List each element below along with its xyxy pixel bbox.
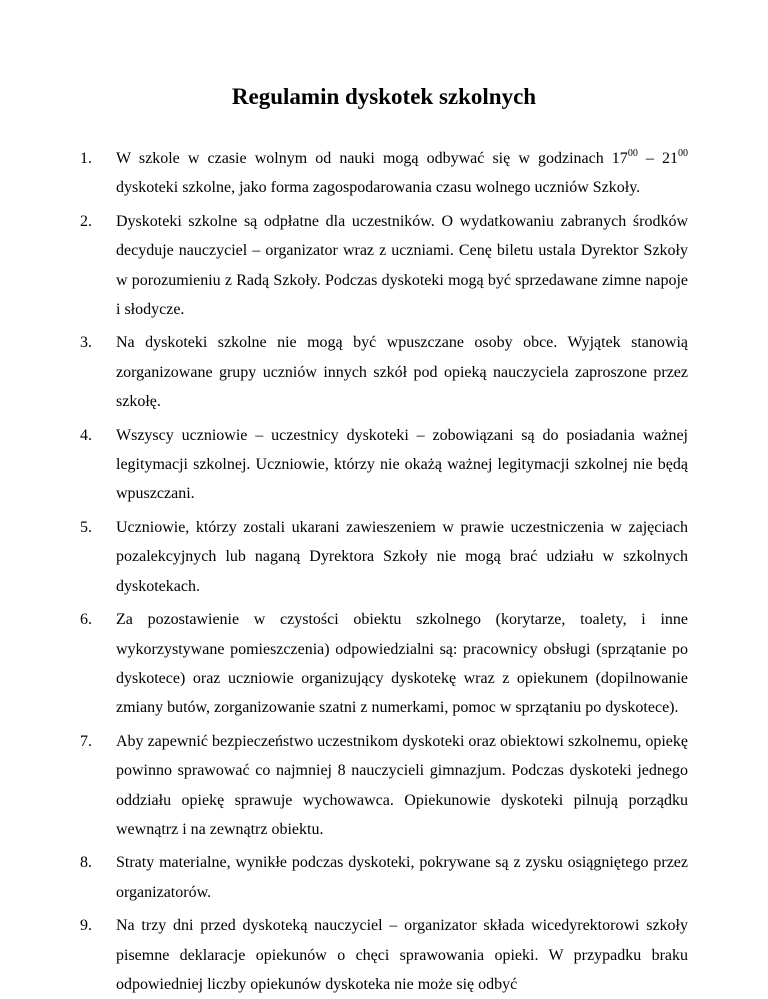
rule-number: 5. [80, 518, 92, 536]
rule-text: Na trzy dni przed dyskoteką nauczyciel – organizator składa wicedyrektorowi szkoły pisemne deklaracje opiekunów o chęci sprawowania opieki. W przypadku braku odpowiedniej liczby opiekunów dyskoteka nie może się odbyć [116, 917, 688, 993]
rule-text: Uczniowie, którzy zostali ukarani zawieszeniem w prawie uczestniczenia w zajęciach pozalekcyjnych lub naganą Dyrektora Szkoły nie mogą brać udziału w szkolnych dyskotekach. [116, 518, 688, 595]
rule-text-after-time: dyskoteki szkolne, jako forma zagospodarowania czasu wolnego uczniów Szkoły. [116, 179, 641, 197]
rule-number: 6. [80, 611, 92, 629]
rule-number: 2. [80, 212, 92, 230]
rule-number: 4. [80, 426, 92, 444]
rule-9 [80, 911, 688, 999]
rule-number: 7. [80, 732, 92, 750]
time-separator: – 21 [637, 150, 678, 167]
rule-6 [80, 605, 688, 723]
rule-number: 9. [80, 917, 92, 935]
document-title: Regulamin dyskotek szkolnych [231, 84, 537, 109]
rule-text: Straty materialne, wynikłe podczas dyskoteki, pokrywane są z zysku osiągniętego przez organizatorów. [116, 854, 688, 901]
rule-text: Dyskoteki szkolne są odpłatne dla uczestników. O wydatkowaniu zabranych środków decyduje nauczyciel – organizator wraz z uczniami. Cenę biletu ustala Dyrektor Szkoły w porozumieniu z Radą Szkoły. Podczas dyskoteki mogą być sprzedawane zimne napoje i słodycze. [116, 212, 688, 319]
rule-number: 3. [80, 334, 92, 352]
rule-text: Aby zapewnić bezpieczeństwo uczestnikom dyskoteki oraz obiektowi szkolnemu, opiekę powinno sprawować co najmniej 8 nauczycieli gimnazjum. Podczas dyskoteki jednego oddziału opiekę sprawuje wychowawca. Opiekunowie dyskoteki pilnują porządku wewnątrz i na zewnątrz obiektu. [116, 732, 688, 838]
rule-5 [80, 513, 688, 601]
rule-number: 8. [80, 854, 92, 872]
rule-text: Na dyskoteki szkolne nie mogą być wpuszczane osoby obce. Wyjątek stanowią zorganizowane grupy uczniów innych szkół pod opieką nauczyciela zaproszone przez szkołę. [116, 334, 688, 411]
rule-1 [80, 144, 688, 203]
time-end-superscript: 00 [678, 148, 688, 159]
rule-8 [80, 848, 688, 907]
rule-number: 1. [80, 150, 92, 167]
rule-3 [80, 328, 688, 416]
rule-2 [80, 207, 688, 325]
rule-text [116, 150, 688, 196]
rules-list [80, 144, 688, 999]
rule-text: Za pozostawienie w czystości obiektu szkolnego (korytarze, toalety, i inne wykorzystywane pomieszczenia) odpowiedzialni są: pracownicy obsługi (sprzątanie po dyskotece) oraz uczniowie organizujący dyskotekę wraz z opiekunem (dopilnowanie zmiany butów, zorganizowanie szatni z numerkami, pomoc w sprzątaniu po dyskotece). [116, 611, 688, 717]
time-start-superscript: 00 [627, 148, 638, 159]
rule-4 [80, 421, 688, 509]
rule-7 [80, 727, 688, 845]
rule-text-before-time: W szkole w czasie wolnym od nauki mogą odbywać się w godzinach 17 [116, 150, 628, 167]
rule-text: Wszyscy uczniowie – uczestnicy dyskoteki – zobowiązani są do posiadania ważnej legitymacji szkolnej. Uczniowie, którzy nie okażą ważnej legitymacji szkolnej nie będą wpuszczani. [116, 426, 688, 503]
